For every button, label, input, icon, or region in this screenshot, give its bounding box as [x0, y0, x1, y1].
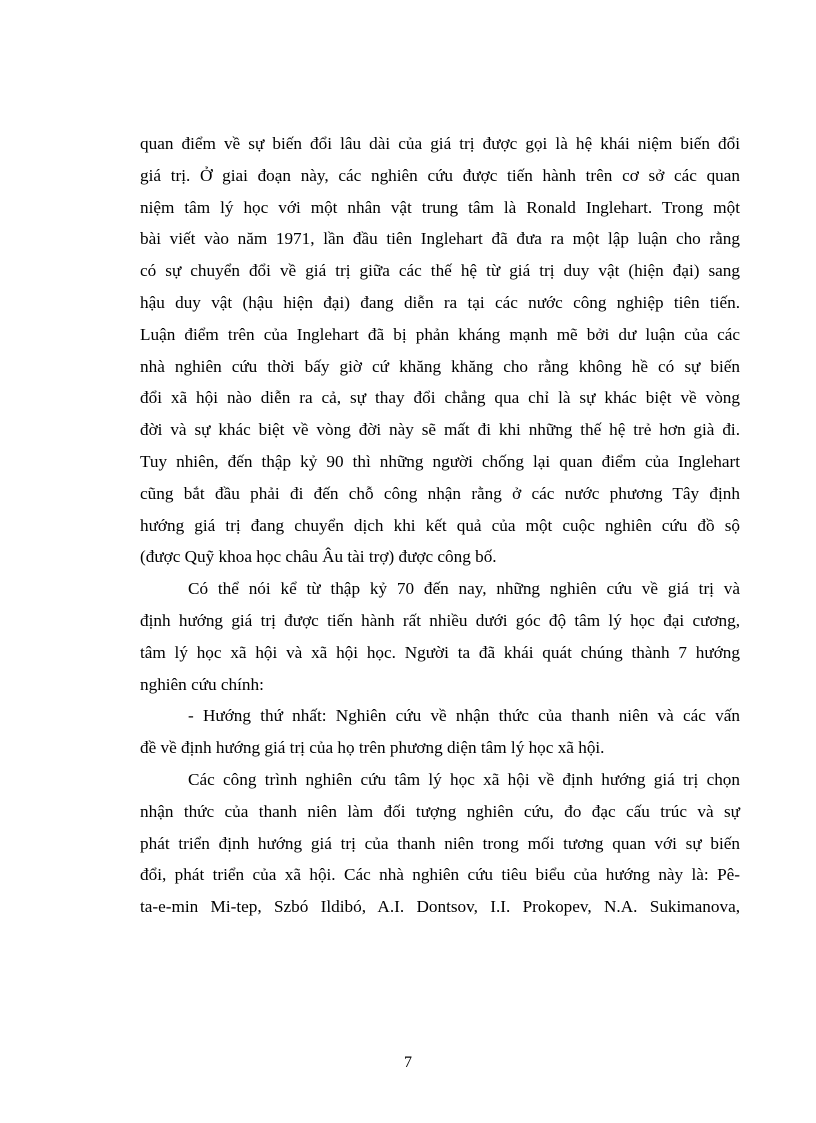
text-line: Tuy nhiên, đến thập kỷ 90 thì những người chống lại quan điểm của Inglehart — [140, 451, 740, 471]
text-line: định hướng giá trị được tiến hành rất nhiều dưới góc độ tâm lý học đại cương, — [140, 610, 740, 630]
text-line: (được Quỹ khoa học châu Âu tài trợ) được công bố. — [140, 547, 497, 567]
text-line: Có thể nói kể từ thập kỷ 70 đến nay, những nghiên cứu về giá trị và — [188, 579, 740, 599]
text-line: có sự chuyển đổi về giá trị giữa các thế hệ từ giá trị duy vật (hiện đại) sang — [140, 261, 740, 281]
text-line: Các công trình nghiên cứu tâm lý học xã hội về định hướng giá trị chọn — [188, 769, 740, 789]
text-line: giá trị. Ở giai đoạn này, các nghiên cứu được tiến hành trên cơ sở các quan — [140, 165, 740, 185]
text-line: ta-e-min Mi-tep, Szbó Ildibó, A.I. Dontsov, I.I. Prokopev, N.A. Sukimanova, — [140, 897, 740, 917]
text-line: cũng bắt đầu phải đi đến chỗ công nhận rằng ở các nước phương Tây định — [140, 483, 740, 503]
page-number: 7 — [404, 1054, 412, 1071]
text-line: quan điểm về sự biến đổi lâu dài của giá trị được gọi là hệ khái niệm biến đổi — [140, 134, 740, 153]
text-line: Luận điểm trên của Inglehart đã bị phản kháng mạnh mẽ bởi dư luận của các — [140, 324, 740, 344]
text-line: đề về định hướng giá trị của họ trên phương diện tâm lý học xã hội. — [140, 738, 605, 758]
text-line: nghiên cứu chính: — [140, 674, 264, 694]
text-line: đổi, phát triển của xã hội. Các nhà nghiên cứu tiêu biểu của hướng này là: Pê- — [140, 865, 740, 885]
text-line: bài viết vào năm 1971, lần đầu tiên Inglehart đã đưa ra một lập luận cho rằng — [140, 229, 740, 249]
text-line: nhà nghiên cứu thời bấy giờ cứ khăng khăng cho rằng không hề có sự biến — [140, 356, 740, 376]
text-line: đời và sự khác biệt về vòng đời này sẽ mất đi khi những thế hệ trẻ hơn già đi. — [140, 420, 740, 440]
text-line: hướng giá trị đang chuyển dịch khi kết quả của một cuộc nghiên cứu đồ sộ — [140, 515, 740, 535]
text-line: tâm lý học xã hội và xã hội học. Người ta đã khái quát chúng thành 7 hướng — [140, 642, 740, 662]
body-text — [140, 128, 740, 923]
text-line: nhận thức của thanh niên làm đối tượng nghiên cứu, đo đạc cấu trúc và sự — [140, 801, 740, 821]
text-line: đổi xã hội nào diễn ra cả, sự thay đổi chẳng qua chỉ là sự khác biệt về vòng — [140, 388, 740, 408]
text-line: hậu duy vật (hậu hiện đại) đang diễn ra tại các nước công nghiệp tiên tiến. — [140, 292, 740, 312]
text-line: phát triển định hướng giá trị của thanh niên trong mối tương quan với sự biến — [140, 833, 740, 853]
text-line: - Hướng thứ nhất: Nghiên cứu về nhận thức của thanh niên và các vấn — [188, 706, 740, 726]
text-line: niệm tâm lý học với một nhân vật trung tâm là Ronald Inglehart. Trong một — [140, 197, 740, 217]
